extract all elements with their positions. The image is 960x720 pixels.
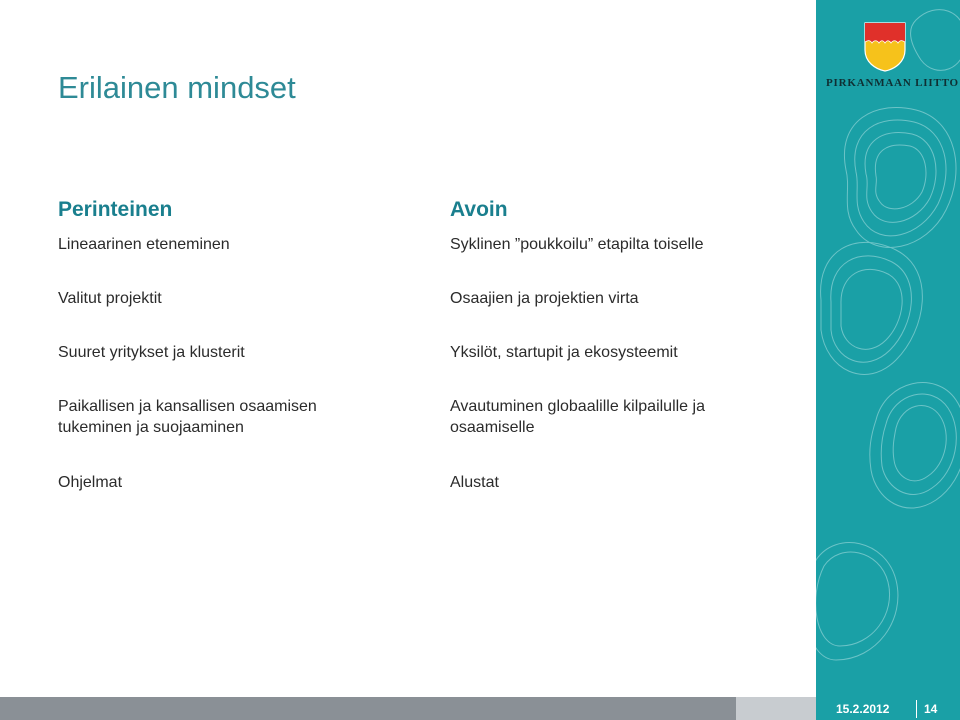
list-item: Ohjelmat: [58, 474, 123, 491]
list-item: Suuret yritykset ja klusterit: [58, 344, 245, 361]
list-item: Valitut projektit: [58, 290, 162, 307]
list-item: Paikallisen ja kansallisen osaamisen tukeminen ja suojaaminen: [58, 398, 317, 436]
column-open: [450, 196, 790, 491]
column-heading-traditional: Perinteinen: [58, 198, 173, 221]
footer-accent: [736, 697, 816, 720]
list-item: Avautuminen globaalille kilpailulle ja osaamiselle: [450, 398, 705, 436]
list-item: Osaajien ja projektien virta: [450, 290, 639, 307]
column-traditional: [58, 196, 398, 491]
list-item: Yksilöt, startupit ja ekosysteemit: [450, 344, 678, 361]
slide-title: Erilainen mindset: [58, 70, 296, 105]
contour-pattern-icon: [816, 0, 960, 700]
list-item: Lineaarinen eteneminen: [58, 236, 230, 253]
organization-name: PIRKANMAAN LIITTO: [826, 77, 959, 89]
column-heading-open: Avoin: [450, 198, 508, 221]
footer-divider: [916, 700, 917, 718]
coat-of-arms-icon: [862, 20, 908, 72]
footer-date: 15.2.2012: [836, 702, 890, 716]
page-number: 14: [924, 702, 938, 716]
list-item: Syklinen ”poukkoilu” etapilta toiselle: [450, 236, 704, 253]
decorative-side-band: [816, 0, 960, 700]
list-item: Alustat: [450, 474, 499, 491]
